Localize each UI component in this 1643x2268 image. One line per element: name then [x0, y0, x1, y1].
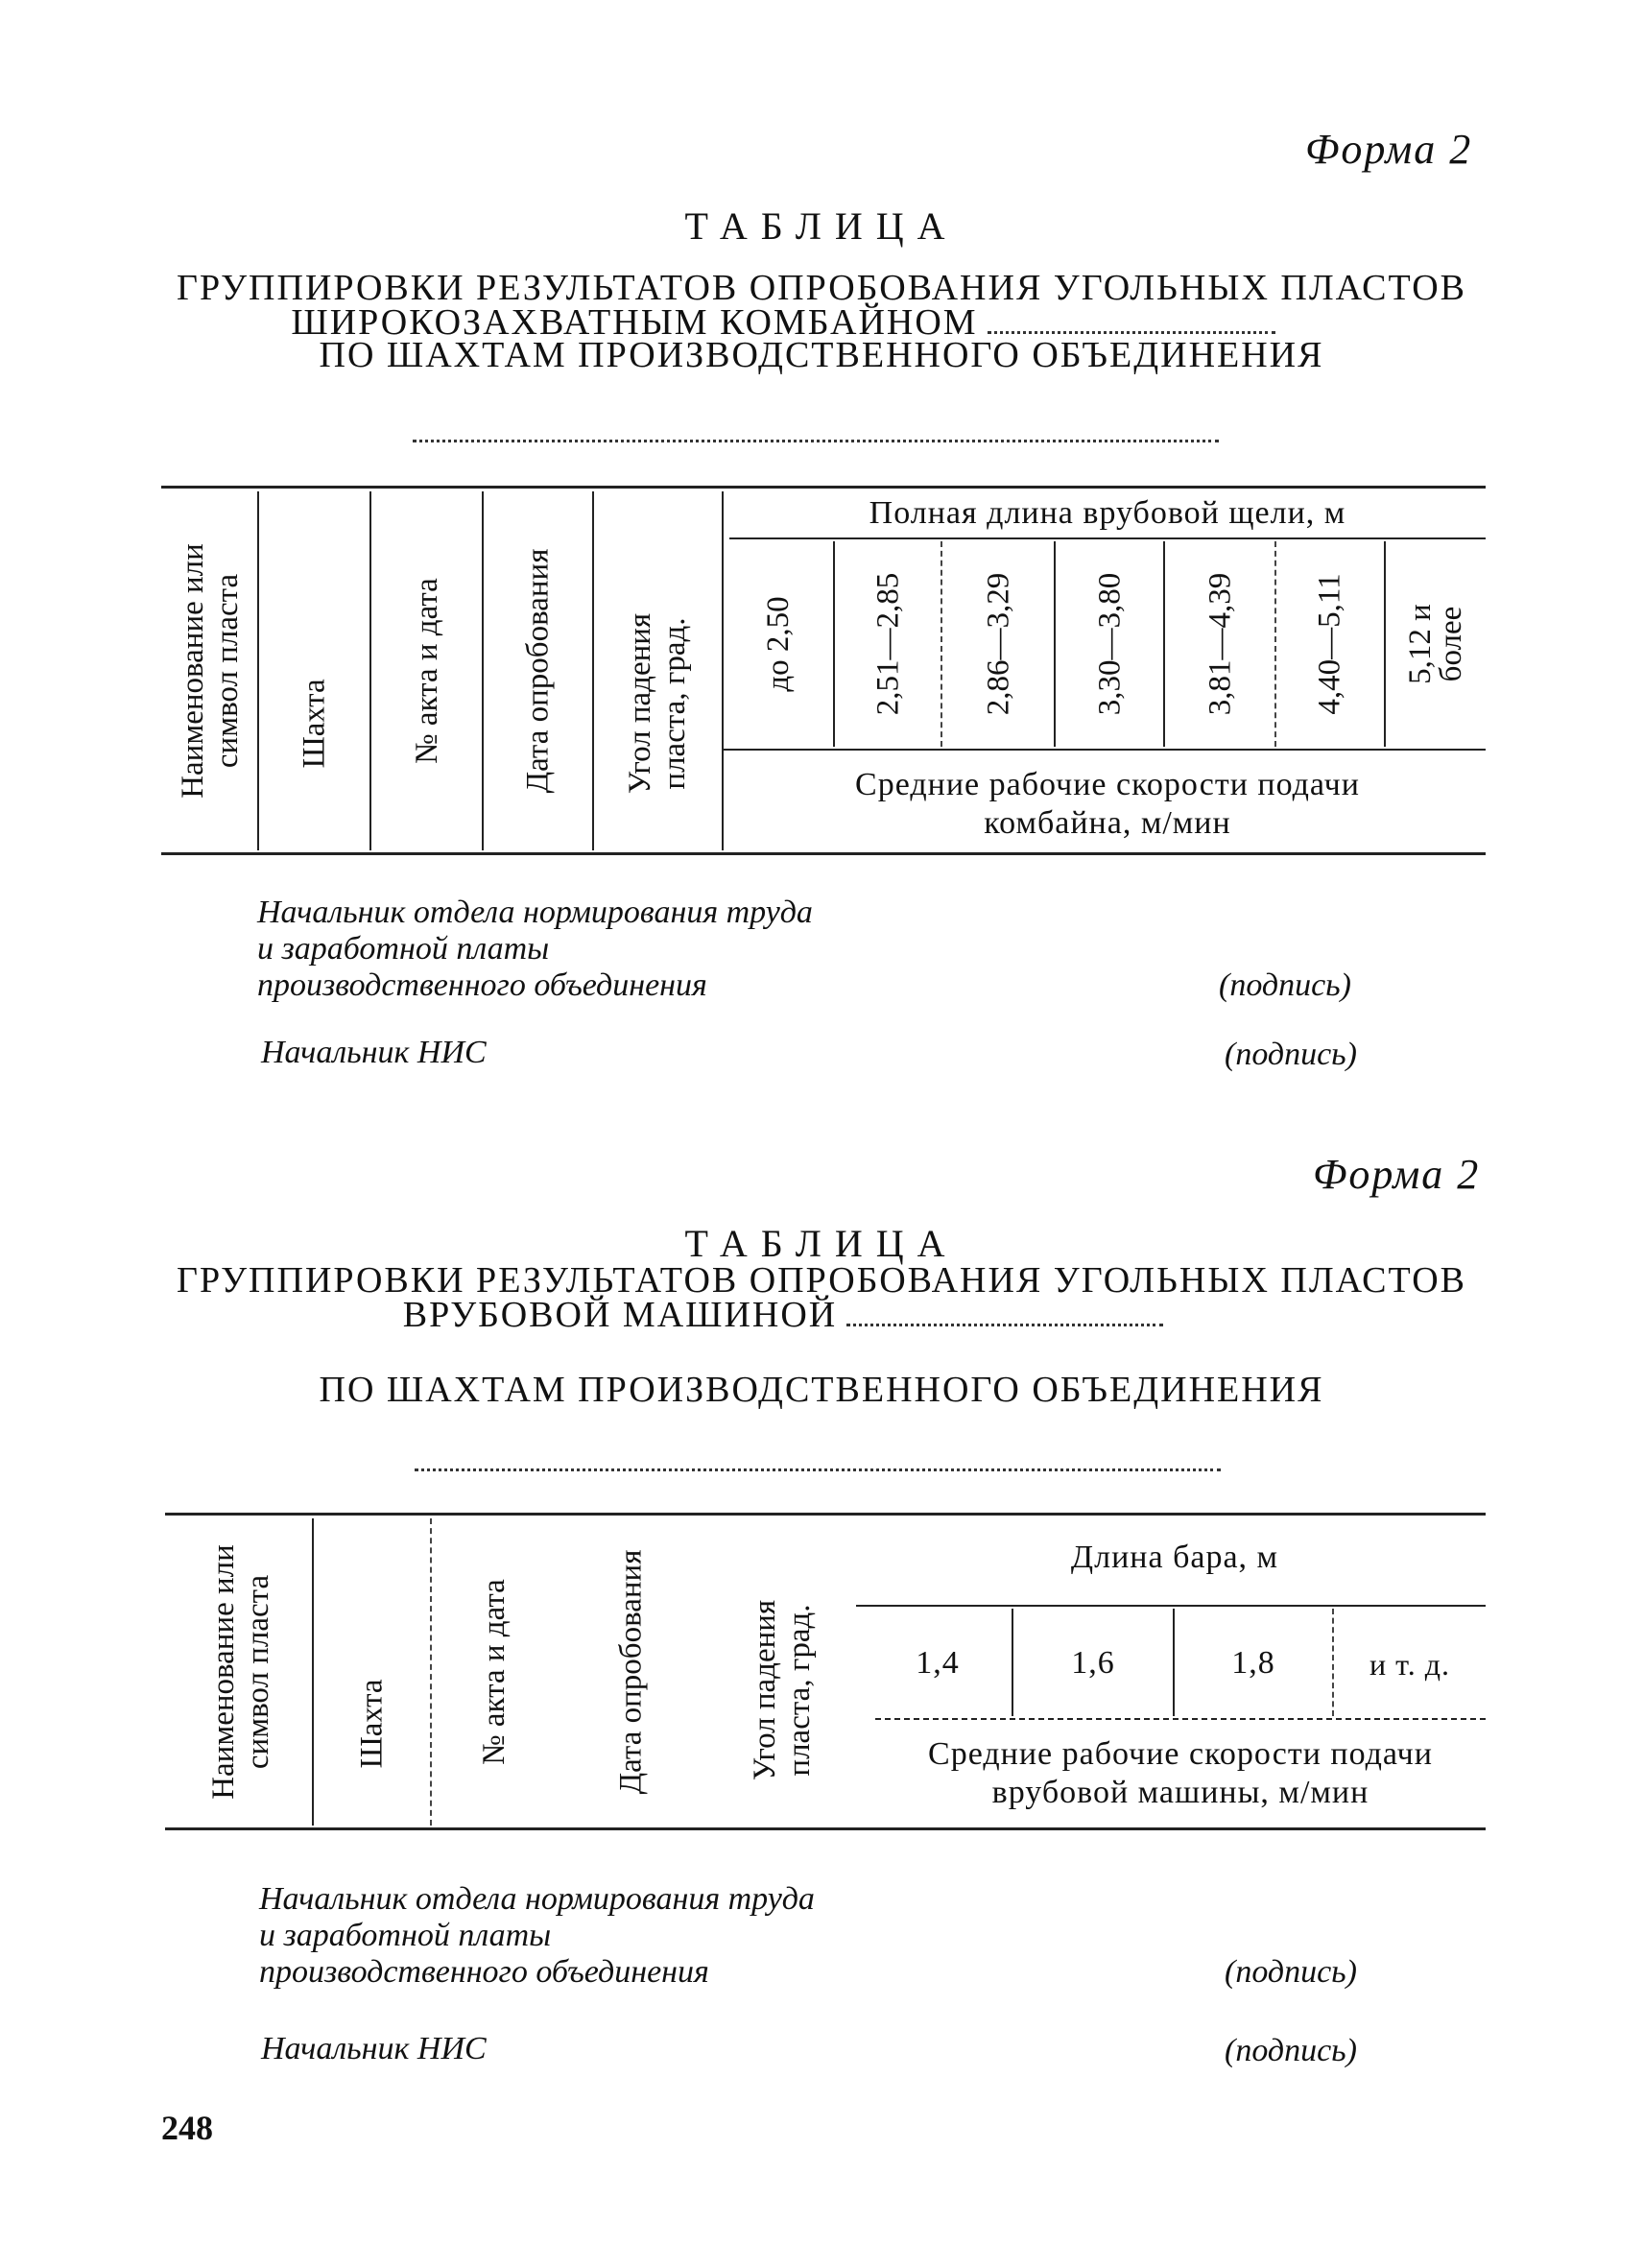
form1-col-name: Наименование или символ пласта: [176, 543, 246, 799]
form2-sig-title: Начальник отдела нормирования труда и заработной платы производственного объединения: [259, 1881, 815, 1990]
form1-group-header: Полная длина врубовой щели, м: [869, 495, 1346, 531]
form2-speed-label: Средние рабочие скорости подачи врубовой машины, м/мин: [928, 1736, 1433, 1810]
form1-range-2: 2,86—3,29: [981, 572, 1015, 716]
form1-heading-line3: ПО ШАХТАМ ПРОИЗВОДСТВЕННОГО ОБЪЕДИНЕНИЯ: [319, 335, 1324, 375]
form1-col-act: № акта и дата: [409, 578, 444, 764]
form2-table-top-rule: [165, 1513, 1486, 1516]
form2-bar-2: 1,8: [1231, 1645, 1275, 1681]
form2-label: Форма 2: [1313, 1151, 1481, 1198]
form1-table-title: ТАБЛИЦА: [684, 204, 959, 248]
form1-speed-label: Средние рабочие скорости подачи комбайна, м/мин: [855, 767, 1360, 841]
form2-group-rule: [856, 1605, 1486, 1607]
form2-speed-rule: [875, 1718, 1486, 1720]
form1-sig-label1: (подпись): [1219, 967, 1351, 1003]
form1-sig-chief: Начальник НИС: [261, 1035, 487, 1070]
form1-range-5: 4,40—5,11: [1313, 573, 1347, 715]
form1-range-3: 3,30—3,80: [1092, 572, 1127, 716]
form2-col-mine: Шахта: [354, 1679, 390, 1769]
form2-bar-3: и т. д.: [1369, 1647, 1450, 1682]
form2-col-angle: Угол падения пласта, град.: [748, 1599, 818, 1781]
form2-sig-label1: (подпись): [1225, 1954, 1357, 1990]
form2-blank-line: [415, 1468, 1221, 1471]
form1-heading-line1: ГРУППИРОВКИ РЕЗУЛЬТАТОВ ОПРОБОВАНИЯ УГОЛЬНЫХ ПЛАСТОВ: [177, 268, 1466, 308]
form1-col-date: Дата опробования: [520, 548, 556, 794]
form1-label: Форма 2: [1305, 126, 1473, 173]
form1-range-1: 2,51—2,85: [870, 572, 905, 716]
form2-table-title: ТАБЛИЦА: [684, 1222, 959, 1265]
form2-sig-label2: (подпись): [1225, 2033, 1357, 2068]
page-number: 248: [161, 2109, 213, 2147]
form1-col-mine: Шахта: [297, 679, 332, 769]
form1-table-top-rule: [161, 486, 1486, 489]
form2-bar-1: 1,6: [1071, 1645, 1115, 1681]
form2-col-act: № акта и дата: [477, 1579, 512, 1765]
form2-heading-line1: ГРУППИРОВКИ РЕЗУЛЬТАТОВ ОПРОБОВАНИЯ УГОЛЬНЫХ ПЛАСТОВ: [177, 1260, 1466, 1301]
form1-range-6: 5,12 и более: [1403, 604, 1468, 684]
form2-heading-line3: ПО ШАХТАМ ПРОИЗВОДСТВЕННОГО ОБЪЕДИНЕНИЯ: [319, 1370, 1324, 1410]
form1-range-4: 3,81—4,39: [1202, 572, 1237, 716]
form1-table-bottom-rule: [161, 852, 1486, 855]
form2-sig-chief: Начальник НИС: [261, 2031, 487, 2066]
form1-col-angle: Угол падения пласта, град.: [623, 612, 693, 795]
form2-group-header: Длина бара, м: [1070, 1540, 1279, 1575]
form1-group-rule: [729, 537, 1486, 539]
form1-blank-line: [413, 440, 1219, 442]
form2-table-bottom-rule: [165, 1827, 1486, 1830]
form1-speed-rule: [722, 749, 1486, 751]
form2-heading-line2: ВРУБОВОЙ МАШИНОЙ: [0, 1298, 1605, 1332]
form2-col-date: Дата опробования: [613, 1549, 648, 1795]
form1-sig-label2: (подпись): [1225, 1037, 1357, 1072]
form1-range-0: до 2,50: [761, 596, 796, 692]
form1-sig-title: Начальник отдела нормирования труда и заработной платы производственного объединения: [257, 895, 813, 1003]
form1-heading-line2: ШИРОКОЗАХВАТНЫМ КОМБАЙНОМ: [0, 305, 1605, 340]
form2-col-name: Наименование или символ пласта: [205, 1544, 275, 1800]
form2-bar-0: 1,4: [916, 1645, 960, 1681]
